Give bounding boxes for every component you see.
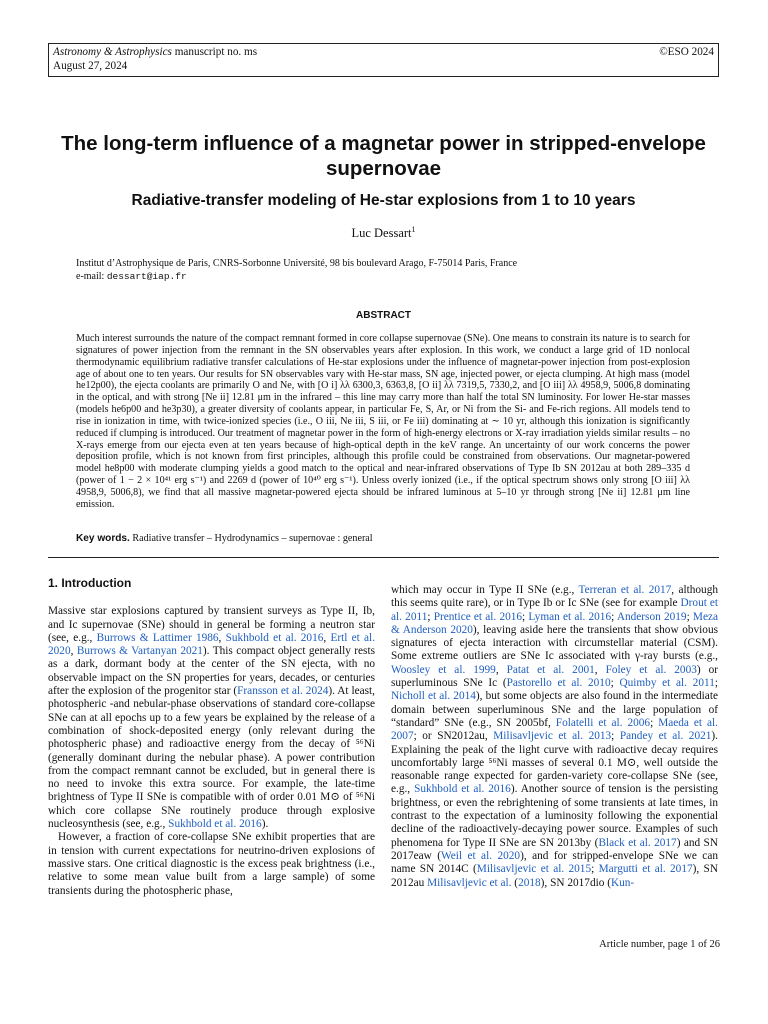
author-affiliation-mark: 1 [411, 225, 416, 234]
citation-link[interactable]: Nicholl et al. 2014 [391, 690, 476, 703]
citation-link[interactable]: Ertl et al. 2020 [48, 631, 376, 658]
email-link[interactable]: dessart@iap.fr [106, 270, 187, 282]
citation-link[interactable]: Foley et al. 2003 [605, 663, 697, 676]
citation-link[interactable]: Black et al. 2017 [598, 836, 677, 849]
citation-link[interactable]: Pastorello et al. 2010 [506, 677, 611, 690]
citation-link[interactable]: Prentice et al. 2016 [433, 610, 523, 623]
header-date: August 27, 2024 [53, 60, 128, 72]
journal-header [48, 43, 719, 77]
intro-paragraph-1: Massive star explosions captured by transient surveys as Type II, Ib, and Ic supernovae (SNe) should in general be forming a neutron star (see, e.g., Burrows & Lattimer 1986, Sukhbold et al. 2016, Ertl et al. 2020, Burrows & Vartanyan 2021). This compact object generally rests as a dark, dormant body at the center of the SN ejecta, with no observable impact on the SN properties for years, decades, or centuries after the explosion of the progenitor star (Fransson et al. 2024). At least, photospheric -and nebular-phase observations of standard core-collapse SNe can at all epochs up to a few years be explained by the release of a combination of shock-deposited energy (only relevant during the photospheric phase) and radioactive energy from the decay of ⁵⁶Ni (generally dominant during the nebular phase). A power contribution from the compact remnant cannot be excluded, but in general there is no need to invoke this extra source. For example, the late-time brightness of Type II SNe is compatible with of order 0.01 M⊙ of ⁵⁶Ni which core collapse SNe routinely produce through explosive nucleosynthesis (see, e.g., Sukhbold et al. 2016). [48, 605, 376, 831]
email-line [76, 271, 696, 284]
abstract-heading: ABSTRACT [356, 310, 411, 321]
citation-link[interactable]: Anderson 2019 [616, 610, 687, 623]
paper-subtitle: Radiative-transfer modeling of He-star explosions from 1 to 10 years [131, 192, 636, 209]
keywords-label: Key words. [76, 533, 130, 544]
citation-link[interactable]: Terreran et al. 2017 [578, 584, 672, 596]
citation-link[interactable]: Milisavljevic et al. 2013 [493, 730, 612, 743]
citation-link[interactable]: Sukhbold et al. 2016 [225, 631, 324, 644]
citation-link[interactable]: Drout et al. 2011 [391, 597, 718, 623]
citation-link[interactable]: Burrows & Vartanyan 2021 [76, 645, 203, 658]
citation-link[interactable]: Margutti et al. 2017 [598, 863, 693, 876]
citation-link[interactable]: Woosley et al. 1999 [391, 663, 496, 676]
citation-link[interactable]: Kun- [610, 876, 635, 889]
keywords-list: Radiative transfer – Hydrodynamics – supernovae : general [129, 533, 373, 544]
affiliation: Institut d’Astrophysique de Paris, CNRS-Sorbonne Université, 98 bis boulevard Arago, F-75014 Paris, France [76, 258, 518, 269]
citation-link[interactable]: Burrows & Lattimer 1986 [96, 631, 219, 644]
citation-link[interactable]: Fransson et al. 2024 [237, 685, 329, 698]
citation-link[interactable]: Milisavljevic et al. 2015 [476, 863, 592, 876]
citation-link[interactable]: Sukhbold et al. 2016 [414, 783, 511, 796]
citation-link[interactable]: 2018 [518, 876, 541, 889]
citation-link[interactable]: Quimby et al. 2011 [619, 677, 715, 690]
author-line [48, 222, 719, 241]
journal-name: Astronomy & Astrophysics [53, 46, 172, 58]
keywords [76, 533, 690, 545]
citation-link[interactable]: Lyman et al. 2016 [528, 610, 612, 623]
citation-link[interactable]: Meza & Anderson 2020 [391, 610, 718, 636]
right-column [391, 584, 718, 890]
email-label: e-mail: [76, 270, 107, 282]
intro-paragraph-2: However, a fraction of core-collapse SNe exhibit properties that are in tension with current expectations for neutrino-driven explosions of massive stars. One critical diagnostic is the excess peak brightness (i.e., relative to some mean value built from a large sample) of some transients during the photospheric phase, [48, 831, 375, 897]
abstract-divider [48, 557, 719, 558]
citation-link[interactable]: Folatelli et al. 2006 [555, 716, 651, 729]
citation-link[interactable]: Patat et al. 2001 [506, 663, 595, 676]
header-left [53, 45, 257, 73]
page-footer: Article number, page 1 of 26 [599, 939, 720, 950]
citation-link[interactable]: Milisavljevic et al. [427, 876, 512, 889]
section-heading-introduction: 1. Introduction [48, 576, 132, 590]
paper-title: The long-term influence of a magnetar power in stripped-envelope supernovae [61, 132, 706, 180]
abstract-text: Much interest surrounds the nature of the compact remnant formed in core collapse supernovae (SNe). One means to constrain its nature is to search for signatures of power injection from the remnant in the SN observables years after explosion. In this work, we conduct a large grid of 1D nonlocal thermodynamic equilibrium radiative transfer calculations of He-star explosions under the influence of magnetar-power injection from post-explosion age of about one to ten years. Our results for SN observables vary with He-star mass, SN age, injected power, or ejecta clumping. At high mass (model he12p00), the ejecta coolants are primarily O and Ne, with [O i] λλ 6300,3, 6363,8, [O ii] λλ 7319,5, 7330,2, and [O iii] λλ 4958,9, 5006,8 dominating in the optical, and with strong [Ne ii] 12.81 μm in the infrared – this line may carry more than half the total SN luminosity. For lower He-star masses (models he6p00 and he3p30), a greater diversity of coolants appear, in particular Fe, S, Ar, or Ni from the Si- and Fe-rich regions. All models tend to rise in ionization in time, with twice-ionized species (i.e., O iii, Ne iii, S iii, or Fe iii) dominating at ∼ 10 yr, although this ionization is significantly reduced if clumping is introduced. Our treatment of magnetar power in the form of high-energy electrons or X-ray irradiation yields similar results – no X-rays emerge from our ejecta even at ten years because of high-optical depth in the keV range. An uncertainty of our work concerns the power deposition profile, which is not known from first principles, although this profile could be constrained from observations. Our magnetar-powered model he8p00 with moderate clumping yields a good match to the optical and near-infrared observations of Type Ib SN 2012au at both 289–335 d (power of 1 − 2 × 10⁴¹ erg s⁻¹) and 2269 d (power of 10⁴⁰ erg s⁻¹). Unless overly ionized (i.e., if the optical spectrum shows only strong [O iii] λλ 4958,9, 5006,8), we find that all massive magnetar-powered ejecta should be infrared luminous at 5–10 yr through strong [Ne ii] 12.81 μm line emission. [76, 333, 690, 510]
intro-paragraph-2-continued: which may occur in Type II SNe (e.g., Terreran et al. 2017, although this seems quite rare), or in Type Ib or Ic SNe (see for example Drout et al. 2011; Prentice et al. 2016; Lyman et al. 2016; Anderson 2019; Meza & Anderson 2020), leaving aside here the transients that show obvious signatures of ejecta interaction with circumstellar material (CSM). Some extreme outliers are SNe Ic associated with γ-ray bursts (e.g., Woosley et al. 1999, Patat et al. 2001, Foley et al. 2003) or superluminous SNe Ic (Pastorello et al. 2010; Quimby et al. 2011; Nicholl et al. 2014), but some objects are also found in the intermediate domain between superluminous SNe and the large population of “standard” SNe (e.g., SN 2005bf, Folatelli et al. 2006; Maeda et al. 2007; or SN2012au, Milisavljevic et al. 2013; Pandey et al. 2021). Explaining the peak of the light curve with radioactive decay requires uncomfortably large ⁵⁶Ni masses of several 0.1 M⊙, well outside the reasonable range expected for garden-variety core-collapse SNe (see, e.g., Sukhbold et al. 2016). Another source of tension is the persisting brightness, or even the rebrightening of some transients at late times, in contrast to the expectation of a luminosity following the exponential decline of the radioactively-decaying power source. Examples of such phenomena for Type II SNe are SN 2013by (Black et al. 2017) and SN 2017eaw (Weil et al. 2020), and for stripped-envelope SNe we can name SN 2014C (Milisavljevic et al. 2015; Margutti et al. 2017), SN 2012au Milisavljevic et al. (2018), SN 2017dio (Kun- [391, 584, 719, 889]
citation-link[interactable]: Maeda et al. 2007 [391, 716, 718, 743]
affiliation-block [76, 258, 696, 283]
left-column [48, 577, 375, 898]
citation-link[interactable]: Weil et al. 2020 [440, 849, 521, 862]
citation-link[interactable]: Sukhbold et al. 2016 [168, 818, 262, 831]
copyright: ©ESO 2024 [659, 46, 714, 58]
citation-link[interactable]: Pandey et al. 2021 [619, 730, 712, 743]
manuscript-number: manuscript no. ms [171, 46, 258, 58]
author-name: Luc Dessart [351, 226, 412, 241]
